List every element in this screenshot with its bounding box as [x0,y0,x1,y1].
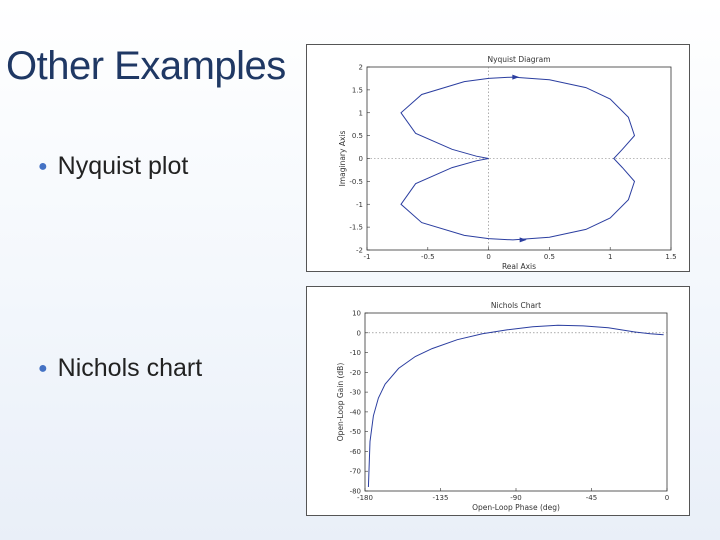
x-tick-label: -0.5 [420,253,435,261]
bullet-dot-icon: ● [38,360,48,377]
bullet-text: Nichols chart [57,354,203,382]
bullet-nichols [38,354,202,383]
nichols-figure [306,286,690,516]
x-axis-label: Open-Loop Phase (deg) [472,503,560,512]
y-tick-label: 1.5 [351,86,363,95]
y-tick-label: -40 [349,408,361,417]
y-tick-label: -1.5 [349,223,363,232]
x-tick-label: -1 [363,253,371,261]
nyquist-figure [306,44,690,272]
bullet-dot-icon: ● [38,158,48,175]
y-tick-label: 0 [356,329,361,338]
x-tick-label: -45 [585,494,598,502]
x-tick-label: 1.5 [665,253,677,261]
y-tick-label: -2 [356,246,363,255]
y-tick-label: -60 [349,447,361,456]
y-tick-label: -1 [356,200,363,209]
y-tick-label: -70 [349,467,361,476]
y-axis-label: Open-Loop Gain (dB) [336,362,345,442]
x-axis-label: Real Axis [501,262,537,271]
x-tick-label: 0.5 [543,253,555,261]
x-tick-label: -90 [510,494,522,502]
slide-title: Other Examples [6,44,286,88]
y-tick-label: -30 [349,388,361,397]
nichols-chart [307,287,689,515]
y-tick-label: -0.5 [349,177,363,186]
y-tick-label: 0 [358,155,363,163]
plot-area [365,313,667,491]
nyquist-chart [307,45,689,271]
x-tick-label: -135 [432,494,449,502]
y-tick-label: -20 [349,368,361,377]
y-tick-label: -50 [349,428,361,437]
bullet-text: Nyquist plot [57,152,189,180]
y-tick-label: 2 [358,63,363,72]
y-tick-label: 0.5 [351,132,363,141]
y-tick-label: 10 [352,309,361,318]
y-tick-label: 1 [358,109,363,118]
chart-title: Nyquist Diagram [487,55,551,64]
x-tick-label: 1 [607,253,613,261]
x-tick-label: 0 [486,253,491,261]
chart-title: Nichols Chart [490,301,542,310]
x-tick-label: 0 [664,494,670,502]
bullet-nyquist [38,152,188,181]
y-axis-label: Imaginary Axis [338,130,347,187]
y-tick-label: -80 [349,487,361,496]
x-tick-label: -180 [357,494,373,502]
y-tick-label: -10 [349,349,361,358]
